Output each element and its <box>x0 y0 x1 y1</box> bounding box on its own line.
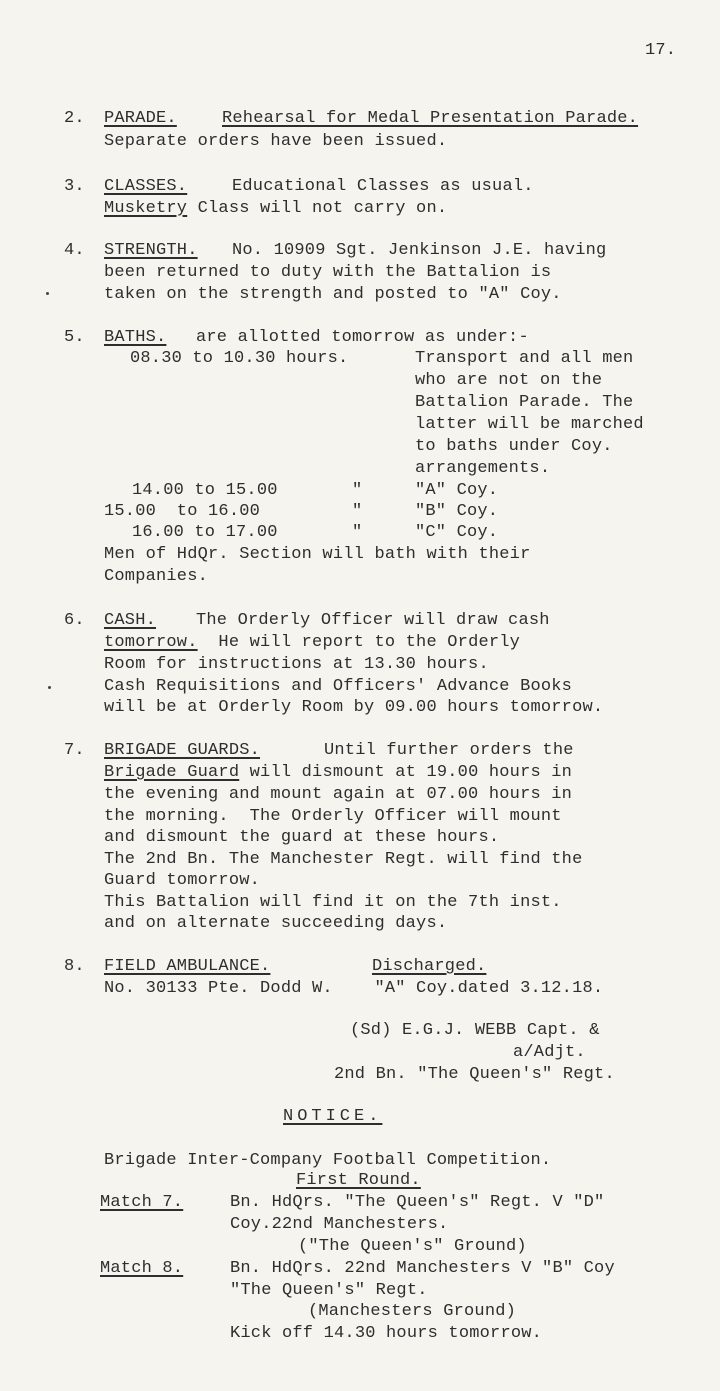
item-5-number: 5. <box>64 328 85 347</box>
item-5-closing-1: Men of HdQr. Section will bath with their <box>104 545 531 564</box>
item-4-line-2: been returned to duty with the Battalion is <box>104 263 552 282</box>
notice-kickoff: Kick off 14.30 hours tomorrow. <box>230 1324 543 1343</box>
item-7-line-3: the evening and mount again at 07.00 hours in <box>104 785 573 804</box>
notice-competition: Brigade Inter-Company Football Competition. <box>104 1151 552 1170</box>
item-8-heading: FIELD AMBULANCE. <box>104 957 271 976</box>
baths-desc-1: Transport and all men <box>415 349 634 368</box>
match-8-ground: (Manchesters Ground) <box>308 1302 517 1321</box>
baths-schedule-ditto-3: " <box>352 523 363 542</box>
item-7-number: 7. <box>64 741 85 760</box>
item-3-line-1: Educational Classes as usual. <box>232 177 534 196</box>
item-7-line-7: Guard tomorrow. <box>104 871 261 890</box>
item-3-number: 3. <box>64 177 85 196</box>
baths-desc-4: latter will be marched <box>415 415 644 434</box>
item-6-heading: CASH. <box>104 611 157 630</box>
baths-schedule-time-3: 16.00 to 17.00 <box>132 523 278 542</box>
item-7-line-6: The 2nd Bn. The Manchester Regt. will find the <box>104 850 583 869</box>
match-8-teams-2: "The Queen's" Regt. <box>230 1281 428 1300</box>
item-6-line-2-underlined: tomorrow. <box>104 633 198 652</box>
item-4-line-1: No. 10909 Sgt. Jenkinson J.E. having <box>232 241 607 260</box>
item-5-closing-2: Companies. <box>104 567 209 586</box>
item-6-line-1: The Orderly Officer will draw cash <box>196 611 550 630</box>
item-7-line-2-underlined: Brigade Guard <box>104 763 240 782</box>
baths-schedule-ditto-2: " <box>352 502 363 521</box>
notice-round: First Round. <box>296 1171 421 1190</box>
baths-schedule-unit-3: "C" Coy. <box>415 523 499 542</box>
baths-desc-5: to baths under Coy. <box>415 437 613 456</box>
item-6-line-3: Room for instructions at 13.30 hours. <box>104 655 489 674</box>
item-7-line-2 <box>104 762 572 783</box>
item-6-number: 6. <box>64 611 85 630</box>
item-4-line-3: taken on the strength and posted to "A" Coy. <box>104 285 562 304</box>
item-8-line: No. 30133 Pte. Dodd W. "A" Coy.dated 3.12.18. <box>104 979 604 998</box>
baths-desc-3: Battalion Parade. The <box>415 393 634 412</box>
match-8-label: Match 8. <box>100 1259 184 1278</box>
item-4-heading: STRENGTH. <box>104 241 198 260</box>
item-2-line-2: Separate orders have been issued. <box>104 132 448 151</box>
item-6-line-2 <box>104 632 520 653</box>
item-6-line-2-rest: He will report to the Orderly <box>197 633 521 652</box>
item-7-heading: BRIGADE GUARDS. <box>104 741 261 760</box>
match-7-ground: ("The Queen's" Ground) <box>298 1237 527 1256</box>
item-2-heading: PARADE. <box>104 109 177 128</box>
baths-schedule-unit-1: "A" Coy. <box>415 481 499 500</box>
item-7-line-2-rest: will dismount at 19.00 hours in <box>239 763 573 782</box>
item-6-line-4: Cash Requisitions and Officers' Advance Books <box>104 677 573 696</box>
item-7-line-5: and dismount the guard at these hours. <box>104 828 500 847</box>
item-3-line-2-rest: Class will not carry on. <box>187 199 448 218</box>
baths-schedule-unit-2: "B" Coy. <box>415 502 499 521</box>
item-2-number: 2. <box>64 109 85 128</box>
baths-first-time: 08.30 to 10.30 hours. <box>130 349 349 368</box>
item-7-line-1: Until further orders the <box>324 741 574 760</box>
item-4-number: 4. <box>64 241 85 260</box>
item-2-line-1: Rehearsal for Medal Presentation Parade. <box>222 109 639 128</box>
baths-schedule-time-1: 14.00 to 15.00 <box>132 481 278 500</box>
item-5-intro: are allotted tomorrow as under:- <box>196 328 529 347</box>
match-7-teams-2: Coy.22nd Manchesters. <box>230 1215 449 1234</box>
item-3-line-2 <box>104 198 447 219</box>
signature-line-2: a/Adjt. <box>513 1043 586 1062</box>
signature-line-3: 2nd Bn. "The Queen's" Regt. <box>334 1065 615 1084</box>
page-number: 17. <box>645 41 677 60</box>
baths-schedule-time-2: 15.00 to 16.00 <box>104 502 261 521</box>
item-6-line-5: will be at Orderly Room by 09.00 hours tomorrow. <box>104 698 604 717</box>
item-7-line-4: the morning. The Orderly Officer will mount <box>104 807 562 826</box>
match-7-teams: Bn. HdQrs. "The Queen's" Regt. V "D" <box>230 1193 605 1212</box>
baths-desc-2: who are not on the <box>415 371 603 390</box>
item-7-line-9: and on alternate succeeding days. <box>104 914 448 933</box>
item-3-heading: CLASSES. <box>104 177 188 196</box>
match-8-teams: Bn. HdQrs. 22nd Manchesters V "B" Coy <box>230 1259 615 1278</box>
margin-dot <box>48 686 51 689</box>
notice-title: NOTICE. <box>283 1107 383 1126</box>
baths-schedule-ditto-1: " <box>352 481 363 500</box>
item-5-heading: BATHS. <box>104 328 167 347</box>
signature-line-1: (Sd) E.G.J. WEBB Capt. & <box>350 1021 600 1040</box>
item-7-line-8: This Battalion will find it on the 7th inst. <box>104 893 562 912</box>
match-7-label: Match 7. <box>100 1193 184 1212</box>
margin-dot <box>46 292 49 295</box>
item-3-line-2-underlined: Musketry <box>104 199 188 218</box>
baths-desc-6: arrangements. <box>415 459 551 478</box>
item-8-subheading: Discharged. <box>372 957 487 976</box>
item-8-number: 8. <box>64 957 85 976</box>
